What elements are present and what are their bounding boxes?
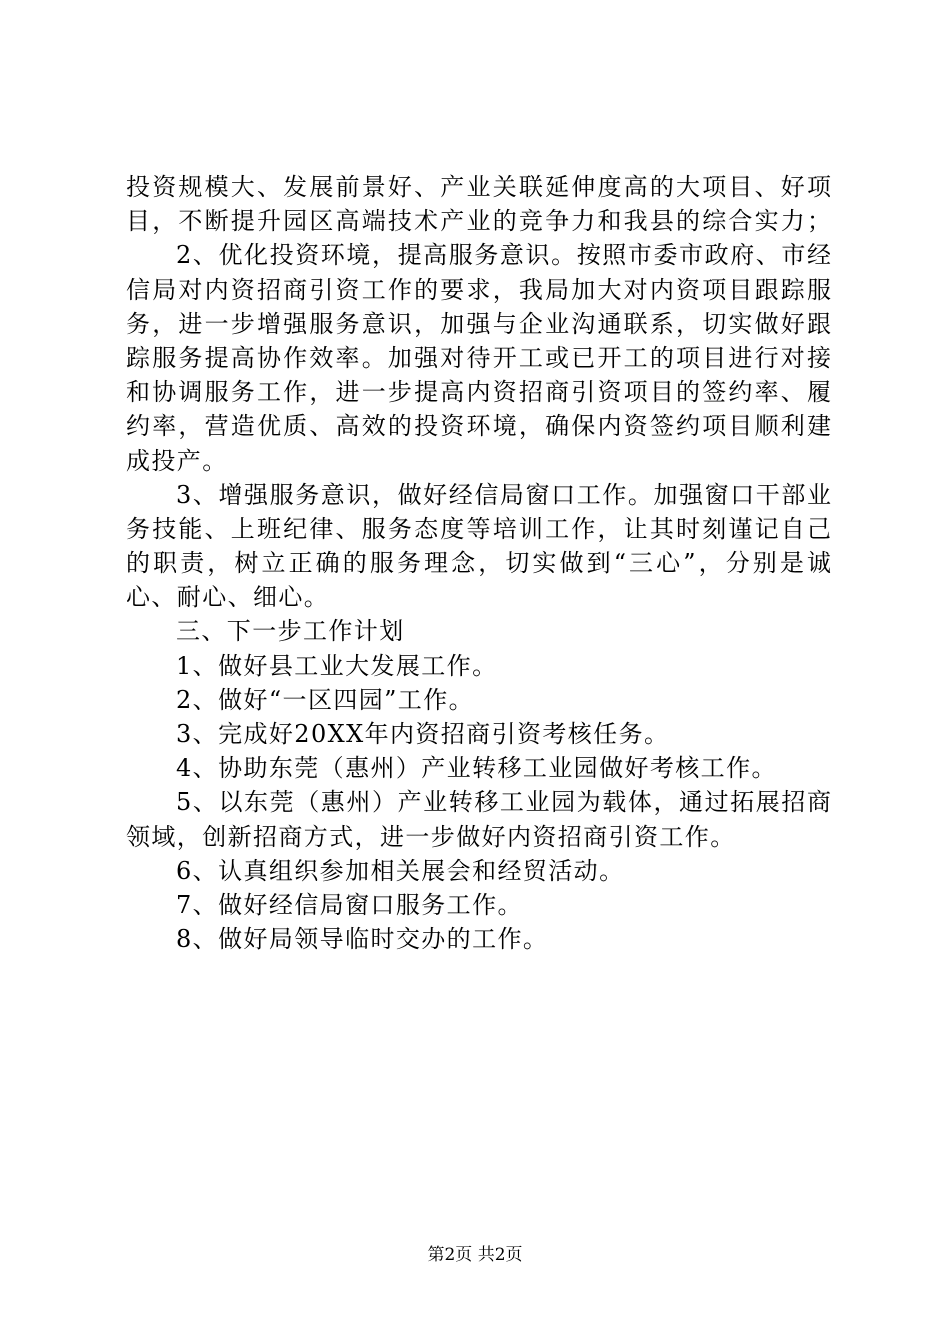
section-heading: 三、下一步工作计划 — [176, 617, 405, 646]
list-item-continuation: 领域，创新招商方式，进一步做好内资招商引资工作。 — [126, 822, 736, 851]
text-line: 约率，营造优质、高效的投资环境，确保内资签约项目顺利建 — [126, 412, 831, 441]
text-line: 信局对内资招商引资工作的要求，我局加大对内资项目跟踪服 — [126, 275, 831, 304]
text-line: 成投产。 — [126, 446, 228, 475]
text-line: 务，进一步增强服务意识，加强与企业沟通联系，切实做好跟 — [126, 309, 831, 338]
list-item: 7、做好经信局窗口服务工作。 — [176, 890, 523, 919]
list-item: 1、做好县工业大发展工作。 — [176, 651, 498, 680]
list-item: 3、完成好20XX年内资招商引资考核任务。 — [176, 720, 670, 748]
list-item: 6、认真组织参加相关展会和经贸活动。 — [176, 856, 625, 885]
list-item: 4、协助东莞（惠州）产业转移工业园做好考核工作。 — [176, 754, 777, 783]
text-line: 踪服务提高协作效率。加强对待开工或已开工的项目进行对接 — [126, 343, 831, 372]
text-line: 和协调服务工作，进一步提高内资招商引资项目的签约率、履 — [126, 378, 831, 407]
page-number-label: 第2页 共2页 — [427, 1245, 523, 1265]
text-line: 务技能、上班纪律、服务态度等培训工作，让其时刻谨记自己 — [126, 514, 831, 543]
text-line: 的职责，树立正确的服务理念，切实做到“三心”，分别是诚 — [126, 549, 831, 578]
text-line: 投资规模大、发展前景好、产业关联延伸度高的大项目、好项 — [126, 173, 831, 201]
list-item: 5、以东莞（惠州）产业转移工业园为载体，通过拓展招商 — [176, 788, 831, 817]
page-footer — [0, 1244, 950, 1266]
list-item: 2、做好“一区四园”工作。 — [176, 685, 475, 714]
text-line: 3、增强服务意识，做好经信局窗口工作。加强窗口干部业 — [176, 480, 831, 509]
document-body — [126, 170, 831, 956]
text-line: 心、耐心、细心。 — [126, 583, 330, 612]
list-item: 8、做好局领导临时交办的工作。 — [176, 925, 549, 954]
text-line: 目，不断提升园区高端技术产业的竞争力和我县的综合实力； — [126, 207, 831, 236]
text-line: 2、优化投资环境，提高服务意识。按照市委市政府、市经 — [176, 241, 831, 270]
